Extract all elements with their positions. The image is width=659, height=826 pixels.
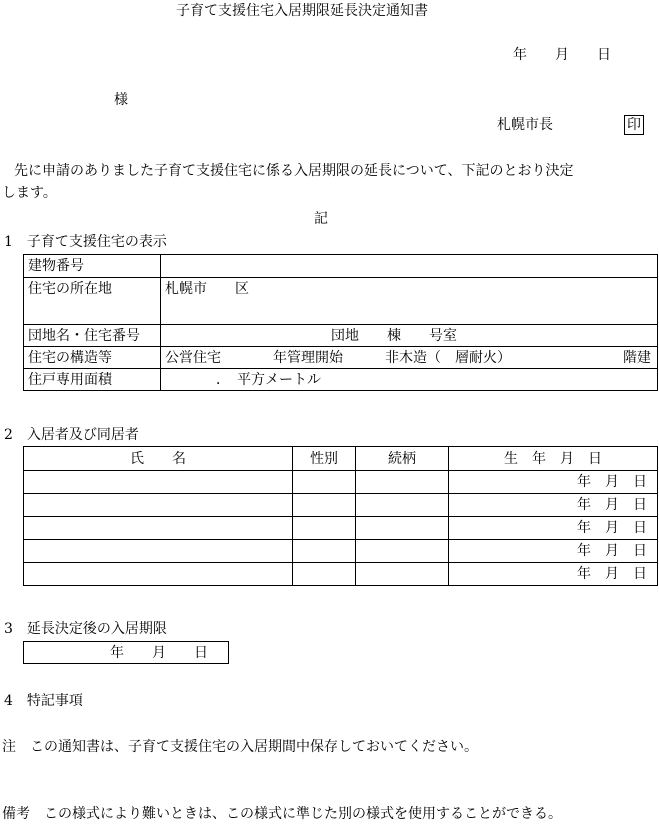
intro-line-2: します。 [2,185,57,201]
occupant-sex-cell [293,517,356,540]
label-complex-unit: 団地名・住宅番号 [24,325,161,347]
occupant-relation-cell [356,540,449,563]
occupant-sex-cell [293,494,356,517]
occupant-name-cell [24,471,293,494]
deadline-value: 年 月 日 [24,642,229,664]
seal-mark: 印 [624,115,644,135]
header-sex: 性別 [293,447,356,471]
occupant-relation-cell [356,563,449,586]
addressee-suffix: 様 [114,92,128,108]
section-1-heading: 1 子育て支援住宅の表示 [4,234,167,250]
section-4-heading: 4 特記事項 [4,693,83,709]
value-construction: 非木造（ 層耐火） [381,347,549,369]
property-table [23,254,658,391]
header-relation: 続柄 [356,447,449,471]
value-housing-type: 公営住宅 [161,347,270,369]
value-management-start: 年管理開始 [269,347,381,369]
issuer-name: 札幌市長 [497,117,553,133]
label-structure: 住宅の構造等 [24,347,161,369]
label-building-number: 建物番号 [24,255,161,278]
remark-text: 備考 この様式により難いときは、この様式に準じた別の様式を使用することができる。 [2,806,562,822]
occupant-birthdate-cell: 年 月 日 [449,471,658,494]
note-text: 注 この通知書は、子育て支援住宅の入居期間中保存しておいてください。 [2,739,478,755]
deadline-box [23,641,229,664]
label-address: 住宅の所在地 [24,278,161,325]
occupant-birthdate-cell: 年 月 日 [449,540,658,563]
header-birthdate: 生 年 月 日 [449,447,658,471]
value-address: 札幌市 区 [161,278,658,325]
occupant-relation-cell [356,494,449,517]
occupant-birthdate-cell: 年 月 日 [449,494,658,517]
header-name: 氏 名 [24,447,293,471]
occupants-table [23,446,658,586]
occupant-name-cell [24,540,293,563]
ki-heading: 記 [314,211,328,227]
occupant-relation-cell [356,517,449,540]
intro-line-1: 先に申請のありました子育て支援住宅に係る入居期限の延長について、下記のとおり決定 [14,163,574,179]
occupant-name-cell [24,563,293,586]
occupant-name-cell [24,494,293,517]
section-3-heading: 3 延長決定後の入居期限 [4,621,167,637]
occupant-birthdate-cell: 年 月 日 [449,563,658,586]
occupant-sex-cell [293,471,356,494]
occupant-relation-cell [356,471,449,494]
issue-date: 年 月 日 [513,47,611,63]
value-building-number [161,255,658,278]
value-floors: 階建 [549,347,658,369]
value-complex-unit: 団地 棟 号室 [161,325,658,347]
value-floor-area: ． 平方メートル [161,369,658,391]
occupant-sex-cell [293,540,356,563]
occupant-birthdate-cell: 年 月 日 [449,517,658,540]
occupant-sex-cell [293,563,356,586]
document-title: 子育て支援住宅入居期限延長決定通知書 [176,3,428,19]
label-floor-area: 住戸専用面積 [24,369,161,391]
occupant-name-cell [24,517,293,540]
section-2-heading: 2 入居者及び同居者 [4,427,139,443]
